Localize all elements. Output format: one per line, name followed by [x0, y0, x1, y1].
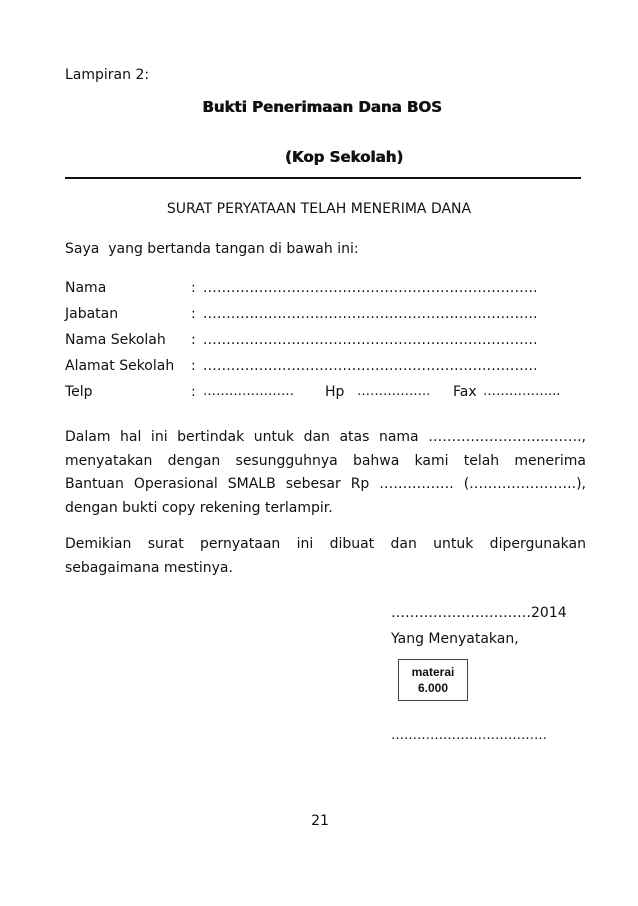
field-colon: : [191, 358, 196, 374]
document-title: Bukti Penerimaan Dana BOS [202, 98, 442, 116]
paragraph-line: menyatakan dengan sesungguhnya bahwa kami telah menerima [65, 452, 586, 469]
intro-text: Saya yang bertanda tangan di bawah ini: [65, 241, 359, 257]
paragraph-line: Dalam hal ini bertindak untuk dan atas nama ……………………..……., [65, 429, 586, 445]
field-colon: : [191, 384, 196, 400]
fax-dots: ……………... [483, 384, 561, 399]
paragraph-line: Bantuan Operasional SMALB sebesar Rp ……………. (…………………..), [65, 476, 586, 492]
fax-label: Fax [453, 384, 477, 400]
header-rule [65, 177, 581, 179]
signature-name-line: ……………………………… [391, 728, 547, 743]
materai-label: materai [411, 665, 455, 679]
kop-sekolah: (Kop Sekolah) [284, 148, 404, 166]
signature-date: …………………………2014 [391, 605, 567, 621]
field-label: Jabatan [65, 306, 119, 322]
field-dots: ........................................................................ [203, 358, 538, 374]
signature-title: Yang Menyatakan, [391, 631, 519, 647]
field-label: Alamat Sekolah [65, 358, 175, 374]
field-label: Nama Sekolah [65, 332, 166, 348]
page-number: 21 [311, 813, 329, 829]
paragraph-line: dengan bukti copy rekening terlampir. [65, 499, 333, 516]
field-colon: : [191, 280, 196, 296]
statement-heading: SURAT PERYATAAN TELAH MENERIMA DANA [166, 201, 472, 217]
field-label: Telp [65, 384, 93, 400]
lampiran-label: Lampiran 2: [65, 67, 150, 83]
paragraph-line: Demikian surat pernyataan ini dibuat dan untuk dipergunakan [65, 536, 586, 552]
field-colon: : [191, 332, 196, 348]
materai-value: 6.000 [417, 681, 449, 695]
hp-label: Hp [325, 384, 345, 400]
field-dots: ........................................................................ [203, 306, 538, 322]
paragraph-statement [65, 426, 586, 520]
field-dots: ........................................................................ [203, 332, 538, 348]
field-dots: ........................................................................ [203, 280, 538, 296]
materai-stamp [398, 659, 468, 701]
field-label: Nama [65, 280, 107, 296]
field-colon: : [191, 306, 196, 322]
telp-dots: ………………… [203, 384, 294, 399]
paragraph-line: sebagaimana mestinya. [65, 559, 233, 576]
paragraph-closing [65, 533, 586, 580]
hp-dots: …………….. [357, 384, 431, 399]
